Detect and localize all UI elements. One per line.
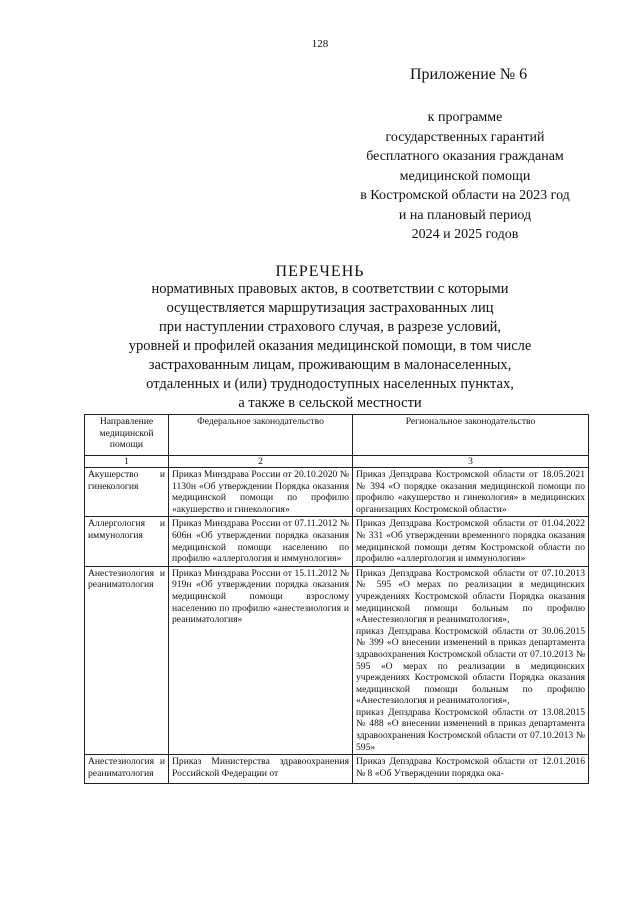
table-row	[85, 755, 589, 784]
regional-act: приказ Депздрава Костромской области от 13.08.2015 № 488 «О внесении изменений в приказ департамента здравоохранения Костромской области от 07.10.2013 № 595»	[356, 706, 585, 753]
appendix-subtitle-line: 2024 и 2025 годов	[411, 227, 519, 242]
document-subtitle-line: отдаленных и (или) труднодоступных населенных пунктах,	[146, 376, 514, 392]
page-number: 128	[311, 38, 329, 50]
row-federal: Приказ Минздрава России от 07.11.2012 № 606н «Об утверждении порядка оказания медицинской помощи населению по профилю «аллергология и иммунология»	[169, 517, 353, 566]
document-subtitle-line: а также в сельской местности	[238, 395, 422, 411]
row-regional	[353, 755, 589, 784]
document-subtitle-line: при наступлении страхового случая, в разрезе условий,	[158, 319, 502, 335]
row-direction: Аллергология и иммунология	[85, 517, 169, 566]
column-number: 3	[353, 456, 589, 468]
appendix-subtitle-line: государственных гарантий	[385, 129, 545, 145]
column-numbers-row	[85, 456, 589, 468]
regional-act: Приказ Депздрава Костромской области от 18.05.2021 № 394 «О порядке оказания медицинской помощи по профилю «акушерство и гинекология» в медицинских организациях Костромской области»	[356, 469, 585, 515]
row-direction-text: Анестезиология и реаниматология	[88, 756, 165, 779]
document-subtitle-line: застрахованным лицам, проживающим в малонаселенных,	[148, 357, 512, 373]
document-subtitle	[40, 280, 620, 413]
row-federal	[169, 755, 353, 784]
document-title: ПЕРЕЧЕНЬ	[275, 263, 365, 280]
table-row	[85, 517, 589, 566]
document-subtitle-line: осуществляется маршрутизация застрахованных лиц	[166, 300, 494, 316]
column-number: 1	[85, 456, 169, 468]
regional-act: Приказ Депздрава Костромской области от 01.04.2022 № 331 «Об утверждении временного порядка оказания медицинской помощи детям Костромской области по профилю «аллергология и иммунология»	[356, 518, 585, 565]
regional-act: Приказ Депздрава Костромской области от 12.01.2016 № 8 «Об Утверждении порядка ока-	[356, 756, 585, 779]
row-direction: Акушерство и гинекология	[85, 468, 169, 517]
appendix-title: Приложение № 6	[410, 66, 528, 83]
row-federal: Приказ Минздрава России от 15.11.2012 № 919н «Об утверждении порядка оказания медицинской помощи взрослому населению по профилю «анестезиология и реаниматология»	[169, 566, 353, 755]
row-regional	[353, 566, 589, 755]
appendix-subtitle-line: в Костромской области на 2023 год	[360, 188, 570, 203]
row-direction: Анестезиология и реаниматология	[85, 566, 169, 755]
appendix-subtitle-line: к программе	[427, 110, 503, 125]
regional-act: Приказ Депздрава Костромской области от 07.10.2013 № 595 «О мерах по реализации в медицинских учреждениях Костромской области Порядка оказания медицинской помощи больным по профилю «Анестезиология и реаниматология»,	[356, 567, 585, 626]
legal-acts-table	[84, 414, 589, 784]
row-federal-text: Приказ Министерства здравоохранения Российской Федерации от	[172, 756, 349, 779]
header-direction: Направление медицинской помощи	[85, 415, 169, 456]
row-regional	[353, 517, 589, 566]
document-subtitle-line: уровней и профилей оказания медицинской помощи, в том числе	[128, 338, 532, 354]
regional-act: приказ Депздрава Костромской области от 30.06.2015 № 399 «О внесении изменений в приказ департамента здравоохранения Костромской области от 07.10.2013 № 595 «О мерах по реализации в медицинских учреждениях Костромской области Порядка оказания медицинской помощи больным по профилю «Анестезиология и реаниматология»,	[356, 625, 585, 707]
appendix-subtitle	[330, 108, 600, 245]
table-row	[85, 566, 589, 755]
document-subtitle-line: нормативных правовых актов, в соответствии с которыми	[151, 281, 509, 297]
appendix-subtitle-line: бесплатного оказания гражданам	[366, 149, 564, 164]
header-regional: Региональное законодательство	[353, 415, 589, 456]
row-regional	[353, 468, 589, 517]
column-number: 2	[169, 456, 353, 468]
row-direction	[85, 755, 169, 784]
appendix-subtitle-line: и на плановый период	[398, 207, 532, 223]
table-row	[85, 468, 589, 517]
header-federal: Федеральное законодательство	[169, 415, 353, 456]
table-header-row	[85, 415, 589, 456]
appendix-subtitle-line: медицинской помощи	[399, 168, 531, 184]
row-federal: Приказ Минздрава России от 20.10.2020 № 1130н «Об утверждении Порядка оказания медицинской помощи по профилю «акушерство и гинекология»	[169, 468, 353, 517]
